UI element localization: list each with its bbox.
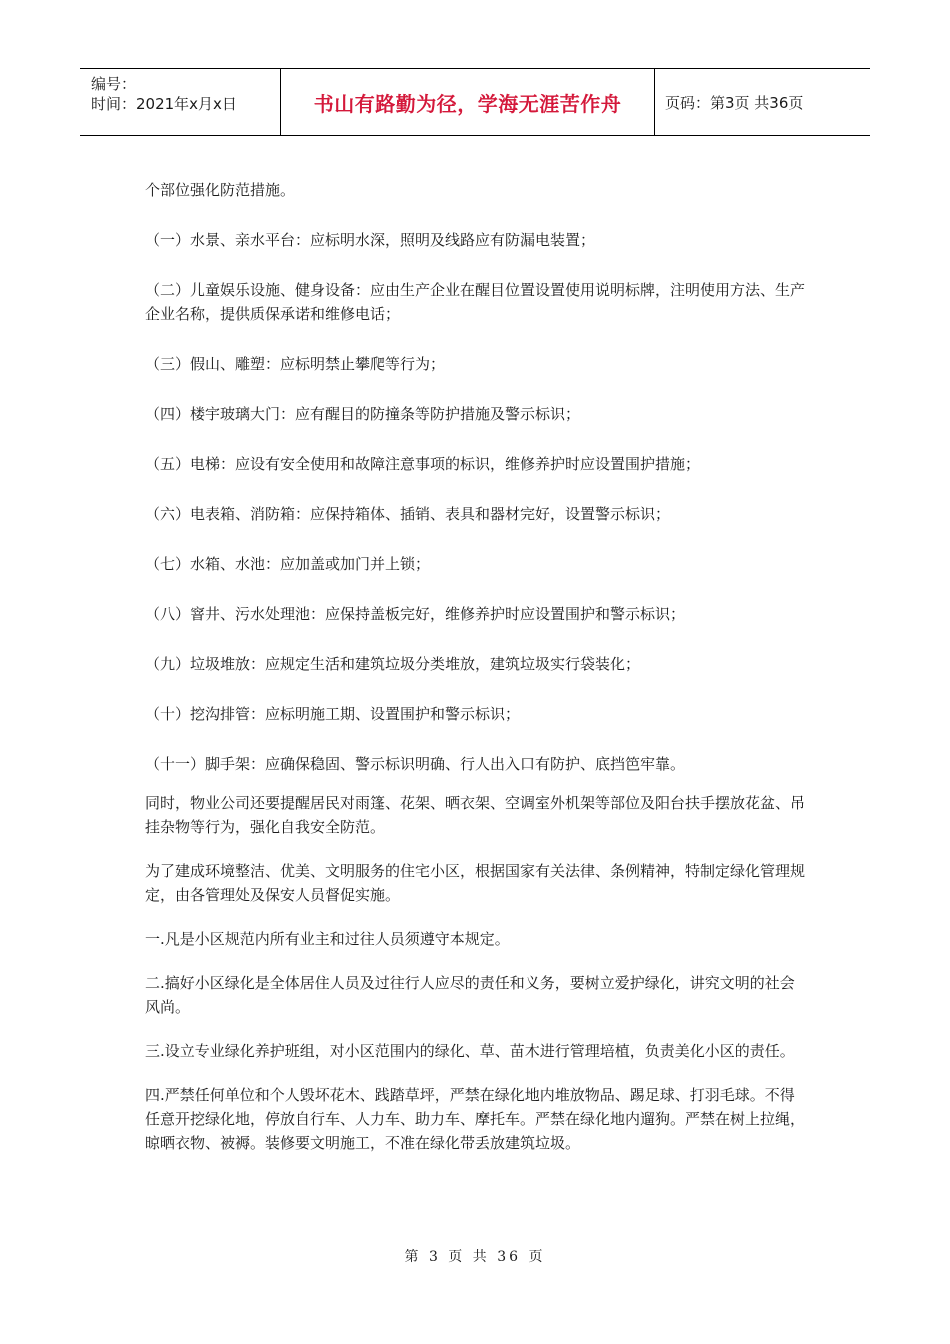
paragraph: （十一）脚手架：应确保稳固、警示标识明确、行人出入口有防护、底挡笆牢靠。 xyxy=(145,755,686,773)
paragraph: （六）电表箱、消防箱：应保持箱体、插销、表具和器材完好，设置警示标识； xyxy=(145,505,671,523)
paragraph: （二）儿童娱乐设施、健身设备：应由生产企业在醒目位置设置使用说明标牌，注明使用方法、生产企业名称，提供质保承诺和维修电话； xyxy=(145,281,806,323)
paragraph: 三.设立专业绿化养护班组，对小区范围内的绿化、草、苗木进行管理培植，负责美化小区的责任。 xyxy=(145,1042,795,1060)
header-table xyxy=(80,68,870,136)
paragraph: 同时，物业公司还要提醒居民对雨篷、花架、晒衣架、空调室外机架等部位及阳台扶手摆放花盆、吊挂杂物等行为，强化自我安全防范。 xyxy=(145,794,806,836)
paragraph: （一）水景、亲水平台：应标明水深，照明及线路应有防漏电装置； xyxy=(145,231,596,249)
paragraph: （九）垃圾堆放：应规定生活和建筑垃圾分类堆放，建筑垃圾实行袋装化； xyxy=(145,655,641,673)
number-label: 编号： xyxy=(91,75,137,93)
paragraph: （五）电梯：应设有安全使用和故障注意事项的标识，维修养护时应设置围护措施； xyxy=(145,455,701,473)
paragraph: 四.严禁任何单位和个人毁坏花木、践踏草坪，严禁在绿化地内堆放物品、踢足球、打羽毛球。不得任意开挖绿化地，停放自行车、人力车、助力车、摩托车。严禁在绿化地内遛狗。严禁在树上拉绳，晾晒衣物、被褥。装修要文明施工，不准在绿化带丢放建筑垃圾。 xyxy=(145,1086,806,1152)
paragraph: （四）楼宇玻璃大门：应有醒目的防撞条等防护措施及警示标识； xyxy=(145,405,581,423)
document-body xyxy=(145,178,807,1155)
paragraph: 二.搞好小区绿化是全体居住人员及过往行人应尽的责任和义务，要树立爱护绿化，讲究文明的社会风尚。 xyxy=(145,974,795,1016)
paragraph: （十）挖沟排管：应标明施工期、设置围护和警示标识； xyxy=(145,705,521,723)
date-line: 时间：2021年x月x日 xyxy=(91,95,237,113)
page-footer: 第 3 页 共 36 页 xyxy=(404,1249,546,1265)
header-page-info: 页码：第3页 共36页 xyxy=(665,93,804,112)
paragraph: 个部位强化防范措施。 xyxy=(145,181,296,199)
paragraph: （八）窨井、污水处理池：应保持盖板完好，维修养护时应设置围护和警示标识； xyxy=(145,605,686,623)
motto: 书山有路勤为径，学海无涯苦作舟 xyxy=(313,91,622,116)
header-motto-cell xyxy=(281,69,655,135)
paragraph: （三）假山、雕塑：应标明禁止攀爬等行为； xyxy=(145,355,446,373)
header-meta xyxy=(80,69,281,135)
paragraph: （七）水箱、水池：应加盖或加门并上锁； xyxy=(145,555,431,573)
paragraph: 为了建成环境整洁、优美、文明服务的住宅小区，根据国家有关法律、条例精神，特制定绿化管理规定，由各管理处及保安人员督促实施。 xyxy=(145,862,806,904)
paragraph: 一.凡是小区规范内所有业主和过往人员须遵守本规定。 xyxy=(145,930,510,948)
